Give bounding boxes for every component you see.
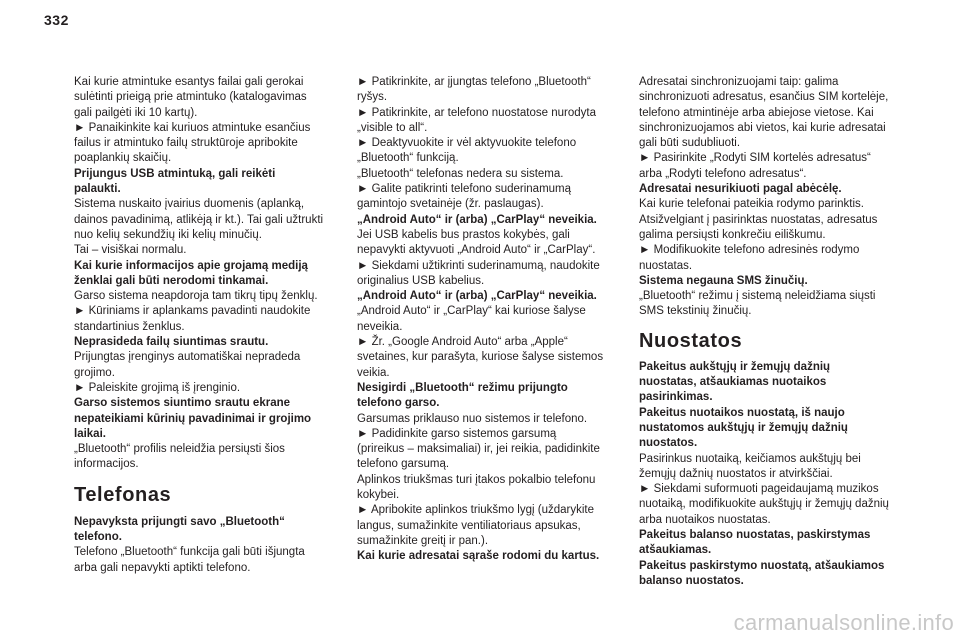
bold-paragraph: Prijungus USB atmintuką, gali reikėti palaukti. bbox=[74, 167, 276, 196]
bold-paragraph: Nepavyksta prijungti savo „Bluetooth“ telefono. bbox=[74, 515, 285, 544]
bold-paragraph: Pakeitus aukštųjų ir žemųjų dažnių nuostatas, atšaukiamas nuotaikos pasirinkimas. bbox=[639, 360, 831, 404]
bold-paragraph: Pakeitus nuotaikos nuostatą, iš naujo nustatomos aukštųjų ir žemųjų dažnių nuostatos. bbox=[639, 406, 848, 450]
section-heading: Nuostatos bbox=[639, 329, 743, 352]
bold-paragraph: „Android Auto“ ir (arba) „CarPlay“ neveikia. bbox=[357, 213, 597, 226]
bold-paragraph: Kai kurie adresatai sąraše rodomi du kartus. bbox=[357, 550, 600, 563]
paragraph: ► Patikrinkite, ar telefono nuostatose nurodyta „visible to all“. bbox=[357, 106, 596, 134]
paragraph: ► Apribokite aplinkos triukšmo lygį (uždarykite langus, sumažinkite ventiliatoriaus apsukas, sumažinkite greitį ir pan.). bbox=[357, 504, 595, 547]
paragraph: Adresatai sinchronizuojami taip: galima sinchronizuoti adresatus, esančius SIM kortelėje, telefono atmintinėje arba abiejose vietose. Kai sinchronizuojamos abi vietos, kai kurie adresatai gali būti sudubliuoti. bbox=[639, 76, 889, 150]
paragraph: ► Panaikinkite kai kuriuos atmintuke esančius failus ir atmintuko failų struktūroje apribokite poaplankių skaičių. bbox=[74, 121, 311, 165]
paragraph: ► Patikrinkite, ar įjungtas telefono „Bluetooth“ ryšys. bbox=[357, 76, 591, 104]
bold-paragraph: Pakeitus balanso nuostatas, paskirstymas atšaukiamas. bbox=[639, 529, 871, 557]
paragraph: ► Žr. „Google Android Auto“ arba „Apple“ svetaines, kur parašyta, kuriose šalyse sistemos veikia. bbox=[357, 336, 604, 379]
bold-paragraph: Garso sistemos siuntimo srautu ekrane nepateikiami kūrinių pavadinimai ir grojimo laikai. bbox=[74, 397, 312, 440]
paragraph: ► Kūriniams ir aplankams pavadinti naudokite standartinius ženklus. bbox=[74, 305, 311, 333]
paragraph: Prijungtas įrenginys automatiškai nepradeda grojimo. bbox=[74, 351, 301, 379]
paragraph: „Bluetooth“ telefonas nedera su sistema. bbox=[357, 167, 564, 180]
paragraph: Pasirinkus nuotaiką, keičiamos aukštųjų bei žemųjų dažnių nuostatos ir atvirkščiai. bbox=[639, 452, 861, 480]
paragraph: ► Siekdami užtikrinti suderinamumą, naudokite originalius USB kabelius. bbox=[357, 259, 600, 287]
paragraph: Kai kurie telefonai pateikia rodymo parinktis. Atsižvelgiant į pasirinktas nuostatas, adresatus galima persiųsti konkrečiu eiliškumu. bbox=[639, 198, 878, 241]
paragraph: „Android Auto“ ir „CarPlay“ kai kuriose šalyse neveikia. bbox=[357, 305, 586, 333]
paragraph: ► Modifikuokite telefono adresinės rodymo nuostatas. bbox=[639, 244, 860, 272]
paragraph: ► Pasirinkite „Rodyti SIM kortelės adresatus“ arba „Rodyti telefono adresatus“. bbox=[639, 152, 871, 180]
paragraph: ► Galite patikrinti telefono suderinamumą gamintojo svetainėje (žr. paslaugas). bbox=[357, 183, 572, 211]
paragraph: ► Deaktyvuokite ir vėl aktyvuokite telefono „Bluetooth“ funkciją. bbox=[357, 137, 577, 165]
paragraph: ► Siekdami suformuoti pageidaujamą muzikos nuotaiką, modifikuokite aukštųjų ir žemųjų dažnių arba nuotaikos nuostatas. bbox=[639, 483, 889, 526]
section-heading: Telefonas bbox=[74, 483, 172, 506]
bold-paragraph: Adresatai nesurikiuoti pagal abėcėlę. bbox=[639, 183, 842, 196]
paragraph: Kai kurie atmintuke esantys failai gali gerokai sulėtinti prieigą prie atmintuko (katalogavimas gali pailgėti iki 10 kartų). bbox=[74, 76, 307, 119]
bold-paragraph: Kai kurie informacijos apie grojamą mediją ženklai gali būti nerodomi tinkamai. bbox=[74, 259, 308, 287]
column-3 bbox=[639, 75, 905, 589]
bold-paragraph: Neprasideda failų siuntimas srautu. bbox=[74, 336, 269, 349]
paragraph: ► Padidinkite garso sistemos garsumą (prireikus – maksimaliai) ir, jei reikia, padidinkite telefono garsumą. bbox=[357, 427, 600, 471]
paragraph: Garso sistema neapdoroja tam tikrų tipų ženklų. bbox=[74, 290, 318, 303]
bold-paragraph: Nesigirdi „Bluetooth“ režimu prijungto telefono garso. bbox=[357, 381, 568, 410]
paragraph: Garsumas priklauso nuo sistemos ir telefono. bbox=[357, 412, 588, 425]
paragraph: Telefono „Bluetooth“ funkcija gali būti išjungta arba gali nepavykti aptikti telefono. bbox=[74, 546, 305, 574]
paragraph: Tai – visiškai normalu. bbox=[74, 244, 187, 257]
page-number: 332 bbox=[44, 12, 69, 28]
paragraph: „Bluetooth“ režimu į sistemą neleidžiama siųsti SMS tekstinių žinučių. bbox=[639, 290, 876, 318]
paragraph: „Bluetooth“ profilis neleidžia persiųsti šios informacijos. bbox=[74, 443, 285, 471]
column-2 bbox=[357, 75, 623, 565]
bold-paragraph: Pakeitus paskirstymo nuostatą, atšaukiamos balanso nuostatos. bbox=[639, 559, 885, 587]
paragraph: Aplinkos triukšmas turi įtakos pokalbio telefonu kokybei. bbox=[357, 473, 596, 502]
watermark: carmanualsonline.info bbox=[733, 610, 954, 635]
paragraph: ► Paleiskite grojimą iš įrenginio. bbox=[74, 381, 241, 394]
column-1 bbox=[74, 75, 340, 576]
bold-paragraph: „Android Auto“ ir (arba) „CarPlay“ neveikia. bbox=[357, 290, 597, 303]
paragraph: Sistema nuskaito įvairius duomenis (aplanką, dainos pavadinimą, atlikėją ir kt.). Tai gali užtrukti nuo kelių sekundžių iki kelių minučių. bbox=[74, 198, 324, 241]
paragraph: Jei USB kabelis bus prastos kokybės, gali nepavykti aktyvuoti „Android Auto“ ir „CarPlay“. bbox=[357, 228, 596, 257]
bold-paragraph: Sistema negauna SMS žinučių. bbox=[639, 274, 808, 287]
